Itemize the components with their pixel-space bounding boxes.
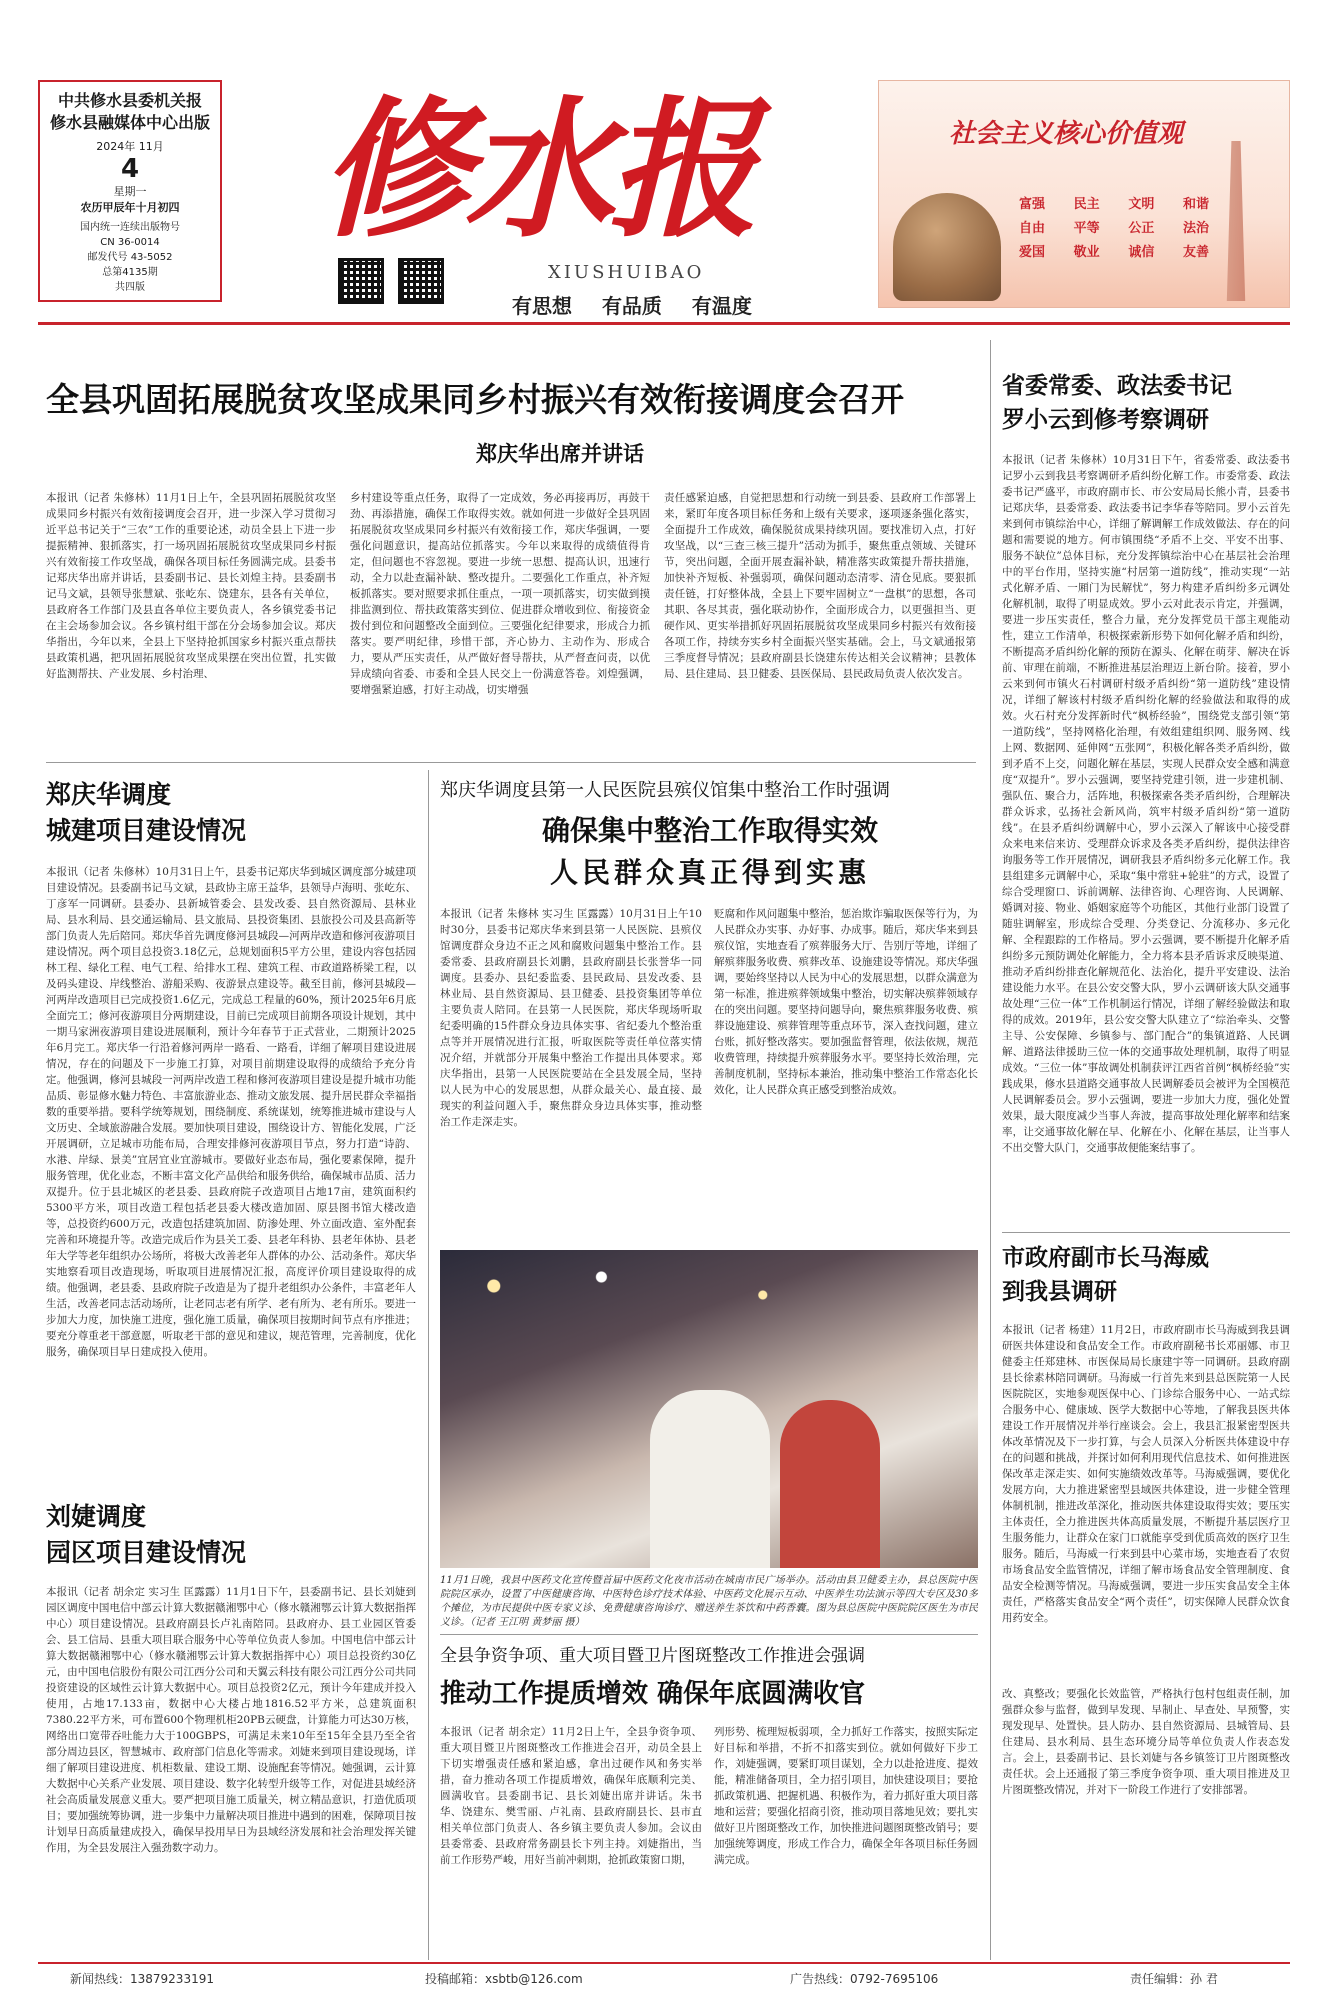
publisher-line2: 修水县融媒体中心出版: [49, 113, 210, 132]
lead-subhead: 郑庆华出席并讲话: [476, 441, 644, 466]
lunar-date: 农历甲辰年十月初四: [80, 201, 180, 214]
right-mid-body: 本报讯（记者 杨建）11月2日，市政府副市长马海威到我县调研医共体建设和食品安全工作。市政府副秘书长邓丽娜、市卫健委主任郑建林、市医保局局长康建宇等一同调研。县政府副县长徐素林陪同调研。马海威一行首先来到县总医院第一人民医院院区，实地参观医保中心、门诊综合服务中心、一站式综合服务中心、健康域、医学大数据中心等地，了解我县医共体建设工作开展情况并举行座谈会。会上，我县汇报紧密型医共体改革情况及下一步打算，与会人员深入分析医共体建设中存在的问题和挑战，并探讨如何利用现代信息技术、如何推进医保改革走深走实、如何实施绩效改革等。马海威强调，要优化发展方向，大力推进紧密型县域医共体建设，进一步健全管理体制机制，推进改革深化，推动医共体建设取得实效；要压实主体责任，全力推进医共体高质量发展，不断提升基层医疗卫生服务能力，让群众在家门口就能享受到优质高效的医疗卫生服务。随后，马海威一行来到县中心菜市场，实地查看了农贸市场食品安全监管情况，详细了解市场食品安全管理制度、食品安全检测等情况。马海威强调，要进一步压实食品安全主体责任，严格落实食品安全“两个责任”，切实保障人民群众饮食用药安全。: [1002, 1324, 1290, 1624]
photo-lights: [440, 1250, 978, 1340]
masthead-pinyin: XIUSHUIBAO: [548, 262, 705, 283]
section-divider: [46, 762, 976, 763]
right-top-body: 本报讯（记者 朱修林）10月31日下午，省委常委、政法委书记罗小云到我县考察调研矛盾纠纷化解工作。市委常委、政法委书记严盛平，市政府副市长、市公安局局长熊小青，县委书记郑庆华，县委常委、政法委书记李华春等陪同。罗小云首先来到何市镇综治中心，详细了解调解工作成效做法、存在的问题和需要说的地方。何市镇围绕“矛盾不上交、平安不出事、服务不缺位”总体目标，充分发挥镇综治中心在基层社会治理中的平台作用，坚持实施“村居第一道防线”，推动实现“一站式化解矛盾、一厢门为民解忧”，努力构建矛盾纠纷多元调处化解机制，取得了明显成效。罗小云对此表示肯定，并强调，要进一步压实责任，整合力量，充分发挥党员干部主观能动性，建立工作清单，积极探索新形势下如何化解矛盾和纠纷，不断提高矛盾纠纷化解的预防在源头、化解在萌芽、解决在诉前、审理在前端，不断推进基层治理迈上新台阶。接着，罗小云来到何市镇火石村调研村级矛盾纠纷“第一道防线”建设情况，详细了解该村村级矛盾纠纷化解的经验做法和取得的成效。火石村充分发挥新时代“枫桥经验”，围绕党支部引领“第一道防线”，坚持网格化治理，有效组建组织网、服务网、线上网、数据网、延伸网“五张网”，积极化解各类矛盾纠纷，做到矛盾不上交，问题化解在基层，实现人民群众安全感和满意度“双提升”。罗小云强调，要坚持党建引领，进一步建机制、强队伍、聚合力，活阵地，积极探索各类矛盾纠纷，合理解决群众诉求，弘扬社会新风尚，筑牢村级矛盾纠纷“第一道防线”。在县矛盾纠纷调解中心，罗小云深入了解该中心接受群众来电来信来访、受理群众诉求及各类矛盾纠纷，提供法律咨询服务等工作开展情况，调研我县矛盾纠纷多元化解工作。我县组建多元调解中心，采取“集中常驻+轮驻”的方式，设置了综合受理窗口、诉前调解、法律咨询、心理咨询、人民调解、婚调对接、物业、婚姻家庭等个功能区，其他行业部门设置了随驻调解室，形成综合受理、分类登记、分流移办、多元化解、全程跟踪的工作格局。罗小云强调，要不断提升化解矛盾纠纷多元预防调处化解能力，全力将本县矛盾诉求反映渠道、推动矛盾纠纷排查化解规范化、法治化，提升平安建设、法治建设能力水平。在县公安交警大队，罗小云调研该大队交通事故处理“三位一体”工作机制运行情况，详细了解经验做法和取得的成效。2019年，县公安交警大队建立了“综治牵头、交警主导、公安保障、乡镇参与、部门配合”的集镇道路、人民调解、道路法律援助三位一体的交通事故处理机制，取得了明显成效。“三位一体”事故调处机制获评江西省首例“枫桥经验”实践成果，修水县道路交通事故人民调解委员会被评为全国模范人民调解委员会。罗小云强调，要进一步加大力度，强化处置效果，最大限度减少当事人奔波，提高事故处理化解率和结案率，让交通事故化解在早、化解在小、化解在基层，让当事人不出交警大队门，交通事故便能案结事了。: [1002, 454, 1290, 1154]
right-top-headline-1: 省委常委、政法委书记: [1002, 372, 1232, 399]
slogan-3: 有温度: [691, 294, 752, 318]
values-row-1: [1019, 193, 1209, 217]
news-photo: [440, 1250, 978, 1568]
values-row-3: [1019, 241, 1209, 265]
footer-editor: 责任编辑：孙 君: [1130, 1972, 1218, 1986]
core-values-banner: [878, 80, 1290, 308]
footer-email: 投稿邮箱：xsbtb@126.com: [425, 1972, 583, 1986]
issue-total: 总第4135期: [102, 267, 158, 278]
value-word: 友善: [1182, 245, 1209, 260]
left-bottom-headline-1: 刘婕调度: [46, 1502, 147, 1531]
sub-col-2: 列形势、梳理短板弱项，全力抓好工作落实，按照实际定好目标和举措，不折不扣落实到位。就如何做好下步工作，刘婕强调，要紧盯项目谋划，全力以赴抢进度、提效能，精准储备项目，全力招引项目，加快建设项目；要抢抓政策机遇、把握机遇、积极作为，着力抓好重大项目落地和运营；要强化招商引资，推动项目落地见效；要扎实做好卫片图斑整改工作，加快推进问题图斑整改销号；要加强统筹调度，形成工作合力，确保全年各项目标任务圆满完成。: [714, 1726, 978, 1866]
left-bottom-headline-2: 园区项目建设情况: [46, 1538, 247, 1567]
value-word: 自由: [1019, 221, 1046, 236]
issue-day: 4: [120, 154, 140, 184]
publisher-info-box: [38, 80, 222, 302]
right-mid-headline-1: 市政府副市长马海威: [1002, 1244, 1209, 1271]
cn-number-label: 国内统一连续出版物号: [80, 222, 180, 233]
value-word: 诚信: [1128, 245, 1155, 260]
center-headline-1: 确保集中整治工作取得实效: [541, 814, 878, 847]
value-word: 敬业: [1073, 245, 1100, 260]
footer-hotline: 新闻热线：13879233191: [70, 1972, 214, 1986]
postal-code: 邮发代号 43-5052: [87, 252, 173, 263]
qr-code-1: [338, 258, 384, 304]
lead-col-1: 本报讯（记者 朱修林）11月1日上午，全县巩固拓展脱贫攻坚成果同乡村振兴有效衔接调度会召开，进一步深入学习贯彻习近平总书记关于“三农”工作的重要论述，动员全县上下进一步提振精神、狠抓落实，打一场巩固拓展脱贫攻坚成果同乡村振兴有效衔接工作攻坚战，确保各项目标任务圆满完成。县委书记郑庆华出席并讲话，县委副书记、县长刘煌主持。县委副书记马文斌，县领导张慧斌、张屹东、饶建东，县各有关单位，县政府各工作部门及县直各单位主要负责人，各乡镇党委书记在主会场参加会议。各乡镇村组干部在分会场参加会议。郑庆华指出，今年以来，全县上下坚持抢抓国家乡村振兴重点帮扶县政策机遇，把巩固拓展脱贫攻坚成果摆在突出位置，扎实做好监测帮扶、产业发展、乡村治理、: [46, 492, 336, 680]
value-word: 爱国: [1019, 245, 1046, 260]
right-mid-headline-2: 到我县调研: [1002, 1278, 1117, 1305]
masthead-title: 修水报: [320, 82, 753, 258]
value-word: 公正: [1128, 221, 1155, 236]
issue-year-month: 2024年 11月: [96, 140, 164, 153]
column-divider-left: [428, 770, 429, 1960]
lead-headline: 全县巩固拓展脱贫攻坚成果同乡村振兴有效衔接调度会召开: [46, 380, 904, 419]
footer-ad-hotline: 广告热线：0792-7695106: [790, 1972, 939, 1986]
publisher-line1: 中共修水县委机关报: [57, 91, 202, 110]
left-mid-headline-1: 郑庆华调度: [46, 780, 172, 809]
right-bottom-body: 改、真整改；要强化长效监管，严格执行包村包组责任制，加强群众参与监督，做到早发现、早制止、早查处、早预警，实现发现早、处置快。县人防办、县自然资源局、县城管局、县住建局、县水利局、县生态环境分局等单位负责人作表态发言。会上，县委副书记、县长刘婕与各乡镇签订卫片图斑整改责任状。会上还通报了第三季度争资争项、重大项目推进及卫片图斑整改情况，并对下一阶段工作进行了安排部署。: [1002, 1688, 1290, 1796]
left-mid-headline-2: 城建项目建设情况: [46, 816, 247, 845]
center-divider: [440, 1634, 978, 1635]
left-bottom-body: 本报讯（记者 胡余定 实习生 匡露露）11月1日下午，县委副书记、县长刘婕到园区调度中国电信中部云计算大数据赣湘鄂中心（修水赣湘鄂云计算大数据指挥中心）项目建设情况。县政府副县长卢礼南陪同。县政府办、县工业园区管委会、县工信局、县重大项目联合服务中心等单位负责人参加。中国电信中部云计算大数据赣湘鄂中心（修水赣湘鄂云计算大数据指挥中心）项目总投资约30亿元，由中国电信股份有限公司江西分公司和天翼云科技有限公司江西分公司共同投资建设的区域性云计算大数据中心。项目总投资2亿元，预计今年建成并投入使用，占地17.133亩，数据中心大楼占地1816.52平方米，总建筑面积7380.22平方米，可布置600个物理机柜20PB云硬盘，计算能力可达30万核，网络出口宽带吞吐能力大于100GBPS，可满足未来10年至15年全县乃至全省部分周边县区，智慧城市、政府部门信息化等需求。刘婕来到项目建设现场，详细了解项目建设进度、机柜数量、建设工期、设施配套等情况。她强调，云计算大数据中心关系产业发展、项目建设、数字化转型升级等工作，对促进县域经济社会高质量发展意义重大。要严把项目施工质量关，树立精品意识，打造优质项目；要加强统筹协调，进一步集中力量解决项目推进中遇到的困难，保障项目按计划早日高质量建成投入，确保早投用早日为县域经济发展和社会治理发挥关键作用，为全县发展注入强劲数字动力。: [46, 1586, 416, 1854]
column-divider: [990, 340, 991, 1960]
cn-number: CN 36-0014: [100, 237, 160, 248]
photo-doctor-figure: [650, 1390, 770, 1568]
lead-col-2: 乡村建设等重点任务，取得了一定成效，务必再接再厉，再鼓干劲、再添措施，确保工作取得实效。就如何进一步做好全县巩固拓展脱贫攻坚成果同乡村振兴有效衔接工作，郑庆华强调，一要强化问题意识，提高站位抓落实。今年以来取得的成绩值得肯定，但问题也不容忽视。要进一步统一思想、提高认识，迅速行动，全力以赴查漏补缺、整改提升。二要强化工作重点，补齐短板抓落实。要对照要求抓住重点，一项一项抓落实，切实做到摸排监测到位、帮扶政策落实到位、促进群众增收到位、衔接资金拨付到位和问题整改全面到位。三要强化纪律要求，形成合力抓落实。要严明纪律，珍惜干部，齐心协力、主动作为、形成合力，要从严压实责任，从严做好督导帮扶，从严督查问责，以优异成绩向省委、市委和全县人民交上一份满意答卷。刘煌强调，要增强紧迫感，打好主动战，切实增强: [350, 492, 650, 696]
masthead-slogan: [512, 290, 752, 319]
slogan-1: 有思想: [512, 294, 572, 318]
right-section-divider: [1002, 1232, 1290, 1233]
value-word: 富强: [1019, 197, 1046, 212]
page-count: 共四版: [115, 282, 145, 293]
issue-weekday: 星期一: [113, 185, 147, 198]
value-word: 平等: [1073, 221, 1100, 236]
lead-col-3: 责任感紧迫感，自觉把思想和行动统一到县委、县政府工作部署上来，紧盯年度各项目标任务和上级有关要求，逐项逐条强化落实，全面提升工作成效，确保脱贫成果持续巩固。要找准切入点，打好攻坚战，以“三查三核三提升”活动为抓手，聚焦重点领域、关键环节，突出问题，全面开展查漏补缺，精准落实政策提升帮扶措施，加快补齐短板、补强弱项，确保问题动态清零、清仓见底。要狠抓责任链，打好整体战，全县上下要牢固树立“一盘棋”的思想，各司其职、各尽其责，强化联动协作，全面形成合力，以更强担当、更硬作风、更实举措抓好巩固拓展脱贫攻坚成果同乡村振兴有效衔接各项工作，持续夯实乡村全面振兴坚实基础。会上，马文斌通报第三季度督导情况；县政府副县长饶建东传达相关会议精神；县教体局、县住建局、县卫健委、县医保局、县民政局负责人依次发言。: [664, 492, 976, 680]
values-row-2: [1019, 217, 1209, 241]
right-top-headline-2: 罗小云到修考察调研: [1002, 406, 1209, 433]
core-values-grid: [1019, 193, 1209, 265]
left-mid-body: 本报讯（记者 朱修林）10月31日上午，县委书记郑庆华到城区调度部分城建项目建设情况。县委副书记马文斌，县政协主席王益华，县领导卢海明、张屹东、丁彦军一同调研。县委办、县新城管委会、县发改委、县自然资源局、县林业局、县水利局、县交通运输局、县文旅局、县投资集团、县旅投公司及县高新等部门负责人先后陪同。郑庆华首先调度修河县城段—河两岸改造和修河夜游项目建设情况。两个项目总投资3.18亿元，总规划面积5平方公里，建设内容包括园林工程、绿化工程、电气工程、给排水工程、建筑工程、市政道路桥梁工程，以及码头建设、岸线整治、游船采购、夜游景点建设等。截至目前，修河县城段—河两岸改造项目已完成投资1.6亿元，完成总工程量的60%，预计2025年6月底全面完工；修河夜游项目分两期建设，目前已完成项目前期各项设计规划，其中一期马家洲夜游项目建设进展顺利，预计今年春节于正式营业，二期预计2025年6月完工。郑庆华一行沿着修河两岸一路看、一路看，详细了解项目建设进展情况，存在的问题及下一步施工打算，对项目前期建设取得的成绩给予充分肯定。他强调，修河县城段一河两岸改造工程和修河夜游项目建设是提升城市功能品质、彰显修水魅力特色、丰富旅游业态、推动文旅发展、提升居民群众幸福指数的重要举措。要科学统筹规划，围绕制度、系统谋划，统筹推进城市建设与人文历史、全域旅游融合发展。要加快项目建设，围绕设计方、智能化发展，广泛开展调研，立足城市功能布局，合理安排修河夜游项目节点，努力打造“诗韵、水港、岸绿、景美”宜居宜业宜游城市。要做好业态布局，强化要素保障，提升服务管理，优化业态，不断丰富文化产品供给和服务供给，确保城市品质、活力双提升。位于县北城区的老县委、县政府院子改造项目占地17亩，建筑面积约5300平方米，项目改造工程包括老县委大楼改造加固、原县图书馆大楼改造等，总投资约600万元，改造包括建筑加固、防渗处理、外立面改造、室外配套完善和环境提升等。改造完成后作为县关工委、县老年科协、县老年体协、县老年大学等老年组织办公场所，将极大改善老年人群体的办公、活动条件。郑庆华实地察看项目改造现场，听取项目进展情况汇报，高度评价项目建设取得的成绩。他强调，老县委、县政府院子改造是为了提升老组织办公条件，丰富老年人生活，改善老同志活动场所，让老同志老有所学、老有所为、老有所乐。要进一步加大力度，加快施工进度，强化施工质量，确保项目按期时间节点有序推进；要充分尊重老干部意愿，听取老干部的意见和建议，规范管理，完善制度，优化服务，确保项目早日建成投入使用。: [46, 866, 416, 1358]
slogan-2: 有品质: [601, 294, 662, 318]
value-word: 文明: [1128, 197, 1155, 212]
center-col-2: 贬腐和作风问题集中整治，惩治欺诈骗取医保等行为，为人民群众办实事、办好事、办成事。随后，郑庆华来到县殡仪馆，实地查看了殡葬服务大厅、告别厅等地，详细了解殡葬服务收费、殡葬改革、设施建设等情况。郑庆华强调，要始终坚持以人民为中心的发展思想，以群众满意为第一标准，推进殡葬领域集中整治，切实解决殡葬领域存在的突出问题。要坚持问题导向，聚焦殡葬服务收费、殡葬设施建设、殡葬管理等重点环节，深入查找问题，建立台账，抓好整改落实。要加强监督管理，依法依规，规范收费管理，持续提升殡葬服务水平。要坚持长效治理，完善制度机制，坚持标本兼治，推动集中整治工作常态化长效化，让人民群众真正感受到整治成效。: [714, 908, 978, 1096]
lion-statue-icon: [893, 193, 1001, 301]
sub-col-1: 本报讯（记者 胡余定）11月2日上午，全县争资争项、重大项目暨卫片图斑整改工作推进会召开，动员全县上下切实增强责任感和紧迫感，拿出过硬作风和务实举措，奋力推动各项工作提质增效，确保年底顺利完美、圆满收官。县委副书记、县长刘婕出席并讲话。朱书华、饶建东、樊雪丽、卢礼南、县政府副县长、县市直相关单位部门负责人、各乡镇主要负责人参加。会议由县委常委、县政府常务副县长卞列主持。刘婕指出，当前工作形势严峻，用好当前冲刺期，抢抓政策窗口期，: [440, 1726, 702, 1866]
value-word: 法治: [1182, 221, 1209, 236]
value-word: 民主: [1073, 197, 1100, 212]
qr-code-2: [398, 258, 444, 304]
footer-rule: [38, 1962, 1290, 1964]
sub-kicker: 全县争资争项、重大项目暨卫片图斑整改工作推进会强调: [440, 1646, 865, 1666]
center-headline-2: 人民群众真正得到实惠: [549, 856, 870, 889]
center-kicker: 郑庆华调度县第一人民医院县殡仪馆集中整治工作时强调: [440, 780, 890, 801]
photo-child-figure: [780, 1400, 880, 1568]
sub-headline: 推动工作提质增效 确保年底圆满收官: [440, 1679, 866, 1709]
banner-title: 社会主义核心价值观: [949, 119, 1184, 149]
monument-icon: [1213, 141, 1259, 301]
masthead-rule: [38, 322, 1290, 325]
center-col-1: 本报讯（记者 朱修林 实习生 匡露露）10月31日上午10时30分，县委书记郑庆华来到县第一人民医院、县殡仪馆调度群众身边不正之风和腐败问题集中整治工作。县委常委、县政府副县长刘鹏，县政府副县长张誉华一同调度。县委办、县纪委监委、县民政局、县发改委、县林业局、县自然资源局、县卫健委、县投资集团等单位主要负责人陪同。在县第一人民医院，郑庆华现场听取纪委明确的15件群众身边具体实事、省纪委九个整治重点等并开展情况进行汇报，听取医院等责任单位落实情况介绍，并就部分开展集中整治工作提出具体要求。郑庆华指出，县第一人民医院要站在全县发展全局，坚持以人民为中心的发展思想，从群众最关心、最直接、最现实的利益问题入手，聚焦群众身边具体实事，推动整治工作走深走实。: [440, 908, 702, 1128]
photo-caption: 11月1日晚，我县中医药文化宣传暨首届中医药文化夜市活动在城南市民广场举办。活动由县卫健委主办，县总医院中医院院区承办，设置了中医健康咨询、中医特色诊疗技术体验、中医药文化展示互动、中医养生功法演示等四大专区及30多个摊位，为市民提供中医专家义诊、免费健康咨询诊疗、赠送养生茶饮和中药香囊。图为县总医院中医院院区医生为市民义诊。（记者 王江明 黄梦丽 摄）: [440, 1575, 978, 1628]
value-word: 和谐: [1182, 197, 1209, 212]
